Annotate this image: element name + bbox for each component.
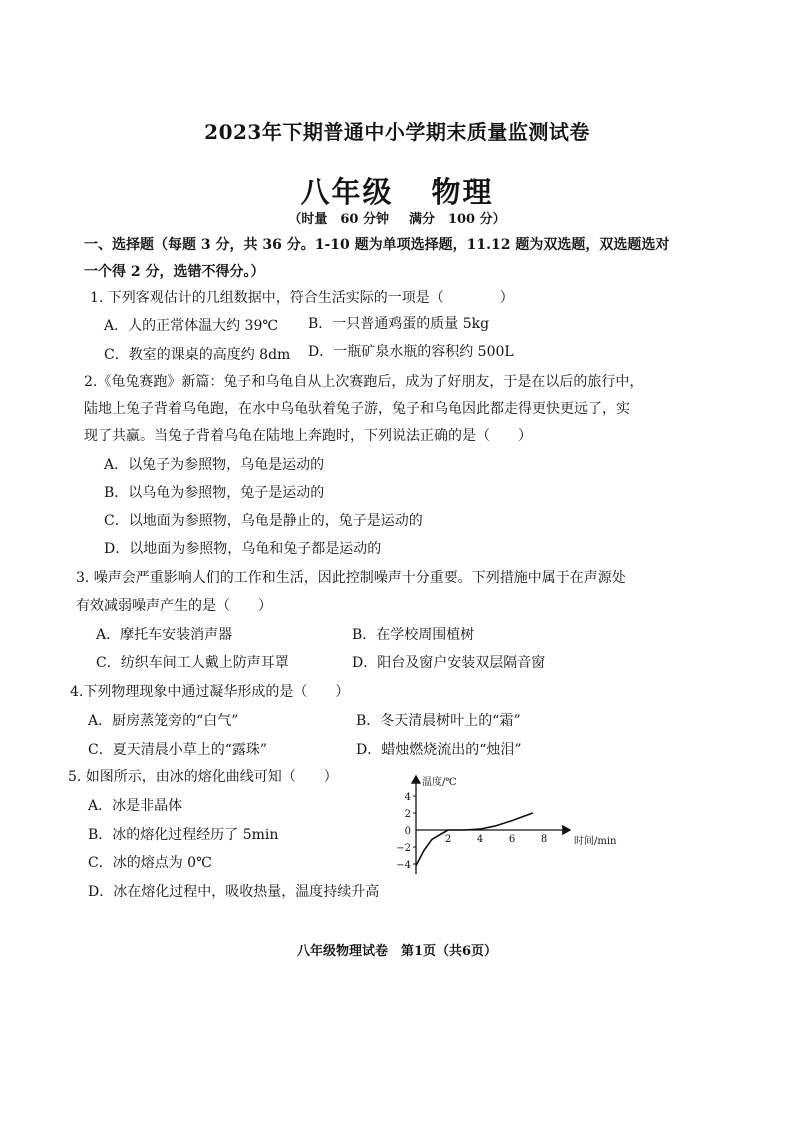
full-score: 满分 100 分） [408, 212, 506, 227]
exam-title: 2023年下期普通中小学期末质量监测试卷 [204, 120, 590, 144]
question-2-stem-line3: 现了共赢。当兔子背着乌龟在陆地上奔跑时，下列说法正确的是（ ） [84, 428, 532, 444]
subject-label: 物理 [431, 175, 494, 209]
y-tick-label: −2 [396, 843, 411, 854]
grade-label: 八年级 [300, 175, 394, 209]
question-1-option-b: B．一只普通鸡蛋的质量 5kg [308, 316, 490, 332]
question-1-stem: 1. 下列客观估计的几组数据中，符合生活实际的一项是（ ） [90, 290, 514, 306]
question-4-option-a: A．厨房蒸笼旁的“白气” [88, 713, 239, 729]
question-5-stem: 5. 如图所示，由冰的熔化曲线可知（ ） [68, 769, 338, 785]
section-heading-line1: 一、选择题（每题 3 分，共 36 分。1-10 题为单项选择题，11.12 题为双选题，双选题选对 [84, 237, 670, 253]
y-tick-label: −4 [396, 860, 411, 871]
y-tick-label: 4 [404, 792, 411, 803]
melting-curve-line [416, 813, 533, 866]
question-3-option-d: D．阳台及窗户安装双层隔音窗 [352, 655, 546, 671]
question-2-stem-line2: 陆地上兔子背着乌龟跑，在水中乌龟驮着兔子游，兔子和乌龟因此都走得更快更远了，实 [84, 401, 630, 417]
question-4-option-b: B．冬天清晨树叶上的“霜” [356, 713, 521, 729]
question-3-stem-line1: 3. 噪声会严重影响人们的工作和生活，因此控制噪声十分重要。下列措施中属于在声源处 [76, 570, 626, 586]
x-tick-labels [445, 834, 547, 845]
question-5-option-d: D．冰在熔化过程中，吸收热量，温度持续升高 [88, 884, 380, 900]
question-3-option-a: A．摩托车安装消声器 [96, 627, 233, 643]
melting-curve-graph [360, 768, 630, 888]
question-2-option-a: A．以兔子为参照物，乌龟是运动的 [104, 457, 325, 473]
question-1-option-c: C．教室的课桌的高度约 8dm [104, 347, 291, 363]
question-5-option-c: C．冰的熔点为 0℃ [88, 855, 212, 871]
question-2-option-b: B．以乌龟为参照物，兔子是运动的 [104, 485, 325, 501]
section-heading-line2: 一个得 2 分，选错不得分。） [84, 264, 265, 280]
question-5-option-b: B．冰的熔化过程经历了 5min [88, 827, 279, 843]
x-tick-label: 4 [476, 834, 484, 845]
time-limit: （时量 60 分钟 [288, 212, 389, 227]
question-4-option-d: D．蜡烛燃烧流出的“烛泪” [356, 742, 522, 758]
question-5-option-a: A．冰是非晶体 [88, 798, 183, 814]
x-tick-label: 8 [540, 834, 548, 845]
question-2-option-c: C．以地面为参照物，乌龟是静止的，兔子是运动的 [104, 513, 423, 529]
y-axis-label: 温度/℃ [422, 777, 457, 788]
question-1-option-a: A．人的正常体温大约 39℃ [104, 318, 279, 334]
exam-info [0, 208, 794, 227]
question-2-stem-line1: 2.《龟兔赛跑》新篇：兔子和乌龟自从上次赛跑后，成为了好朋友，于是在以后的旅行中， [84, 374, 644, 390]
y-tick-labels [396, 792, 411, 871]
page-footer: 八年级物理试卷 第1页（共6页） [296, 944, 498, 959]
x-tick-label: 2 [444, 834, 452, 845]
x-tick-label: 6 [508, 834, 516, 845]
question-2-option-d: D．以地面为参照物，乌龟和兔子都是运动的 [104, 541, 382, 557]
question-3-option-c: C．纺织车间工人戴上防声耳罩 [96, 655, 289, 671]
question-4-stem: 4.下列物理现象中通过凝华形成的是（ ） [70, 684, 350, 700]
question-1-option-d: D．一瓶矿泉水瓶的容积约 500L [308, 344, 514, 360]
x-axis-label: 时间/min [574, 836, 617, 847]
question-3-stem-line2: 有效减弱噪声产生的是（ ） [76, 598, 272, 614]
subject-heading [0, 170, 794, 211]
y-tick-label: 0 [404, 826, 411, 837]
question-3-option-b: B．在学校周围植树 [352, 627, 475, 643]
y-tick-label: 2 [404, 809, 411, 820]
question-4-option-c: C．夏天清晨小草上的“露珠” [88, 742, 268, 758]
